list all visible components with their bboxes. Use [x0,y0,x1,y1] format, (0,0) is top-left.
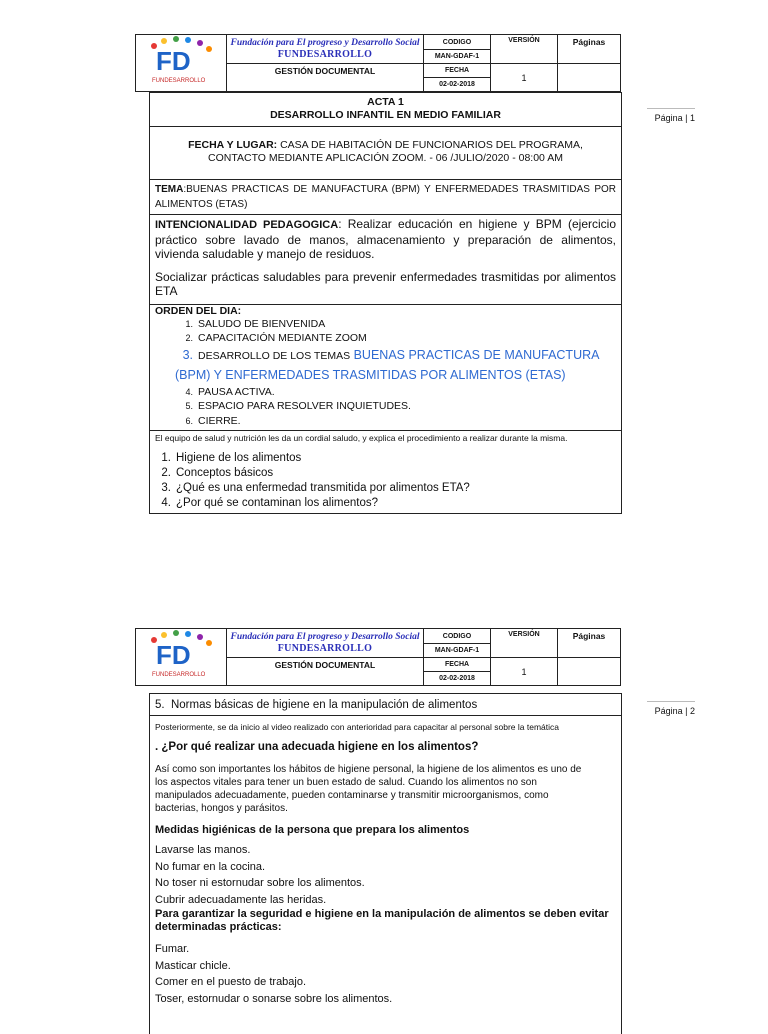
tema-text: :BUENAS PRACTICAS DE MANUFACTURA (BPM) Y ENFERMEDADES TRASMITIDAS POR ALIMENTOS (ETAS) [155,184,616,210]
list-item: No toser ni estornudar sobre los alimentos. [155,877,365,889]
codigo-value: MAN-GDAF-1 [424,644,491,658]
list-item: Fumar. [155,943,190,955]
list-item: No fumar en la cocina. [155,860,266,873]
fecha-lugar-row [150,127,621,180]
intencionalidad-label: INTENCIONALIDAD PEDAGOGICA [155,219,339,231]
topic5-text: Normas básicas de higiene en la manipulación de alimentos [170,699,478,711]
version-value: 1 [491,658,558,686]
list-item: 6. CIERRE. [185,414,241,427]
page2-number: Página | 2 [647,701,695,716]
question-heading: . ¿Por qué realizar una adecuada higiene en los alimentos? [155,741,479,753]
practicas-list [155,941,616,1007]
org-name-cell [227,629,424,658]
fundesarrollo-logo-icon [146,36,216,86]
codigo-label: CODIGO [424,629,491,644]
fecha-label: FECHA [424,64,491,78]
medidas-list [155,842,616,908]
fecha-label: FECHA [424,658,491,672]
paginas-label: Páginas [558,35,621,64]
fecha-lugar-label: FECHA Y LUGAR: [188,139,278,151]
list-item: Lavarse las manos. [155,844,251,856]
equipo-text: El equipo de salud y nutrición les da un cordial saludo, y explica el procedimiento a realizar durante la misma. [155,433,568,443]
list-item: 2. CAPACITACIÓN MEDIANTE ZOOM [185,332,367,344]
list-item: Masticar chicle. [155,959,231,972]
org-name: Fundación para El progreso y Desarrollo Social [230,632,420,642]
posteriormente-text: Posteriormente, se da inicio al video realizado con anterioridad para capacitar al personal sobre la temática [155,722,559,732]
svg-text:FUNDESARROLLO: FUNDESARROLLO [152,77,206,84]
org-name: Fundación para El progreso y Desarrollo Social [230,38,420,48]
tema-label: TEMA [155,184,184,195]
paragraph-text: Así como son importantes los hábitos de higiene personal, la higiene de los alimentos es uno de los aspectos vitales para tener un buen estado de salud. Cuando los alimentos no son manipulados adecuadamente, pueden contaminarse y transmitir microorganismos, como bacterias, hongos y parásitos. [155,764,582,814]
list-item: 3. DESARROLLO DE LOS TEMAS BUENAS PRACTICAS DE MANUFACTURA (BPM) Y ENFERMEDADES TRASMITIDAS POR ALIMENTOS (ETAS) [175,347,599,382]
acta-subtitle: DESARROLLO INFANTIL EN MEDIO FAMILIAR [270,109,501,121]
paginas-label: Páginas [558,629,621,658]
fecha-value: 02-02-2018 [424,672,491,686]
list-item: 4. PAUSA ACTIVA. [185,385,275,398]
page2-content-box [149,693,622,1034]
orden-row [150,305,621,432]
logo-cell [136,629,227,686]
intencionalidad-row [150,215,621,305]
fecha-lugar-text: CASA DE HABITACIÓN DE FUNCIONARIOS DEL PROGRAMA, CONTACTO MEDIANTE APLICACIÓN ZOOM. - 06 /JULIO/2020 - 08:00 AM [208,139,583,164]
orden-label: ORDEN DEL DIA: [155,304,242,317]
page1-number: Página | 1 [647,108,695,123]
gestion-documental: GESTIÓN DOCUMENTAL [227,658,424,686]
gestion-documental: GESTIÓN DOCUMENTAL [227,64,424,92]
version-label: VERSIÓN [491,629,558,658]
version-value: 1 [491,64,558,92]
list-item: 4. ¿Por qué se contaminan los alimentos? [161,497,378,509]
list-item: Cubrir adecuadamente las heridas. [155,893,327,906]
svg-text:FD: FD [156,639,191,670]
codigo-value: MAN-GDAF-1 [424,50,491,64]
page1-content-box [149,92,622,514]
tema-row [150,180,621,215]
svg-text:FUNDESARROLLO: FUNDESARROLLO [152,671,206,678]
medidas-title: Medidas higiénicas de la persona que prepara los alimentos [155,824,470,836]
svg-text:FD: FD [156,45,191,76]
topic5-row [150,694,621,716]
intencionalidad-text: : Realizar educación en higiene y BPM (ejercicio práctico sobre lavado de manos, almacenamiento y preparación de alimentos, vivienda saludable y manejo de residuos. [155,217,616,261]
list-item: 1. SALUDO DE BIENVENIDA [185,317,326,330]
codigo-label: CODIGO [424,35,491,50]
logo-cell [136,35,227,92]
version-label: VERSIÓN [491,35,558,64]
fundesarrollo-logo-icon [146,630,216,680]
list-item: Comer en el puesto de trabajo. [155,976,307,988]
orden-list [155,317,616,429]
topics-list [155,451,616,511]
topic5-number: 5. [155,699,165,711]
list-item: Toser, estornudar o sonarse sobre los alimentos. [155,992,393,1005]
acta-title: ACTA 1 [367,96,404,108]
list-item: 1. Higiene de los alimentos [161,452,302,464]
list-item: 2. Conceptos básicos [161,467,274,479]
list-item: 3. ¿Qué es una enfermedad transmitida por alimentos ETA? [161,482,470,494]
org-name-cell [227,35,424,64]
acta-title-row [150,93,621,127]
page2-header-table [135,628,621,686]
org-short-name: FUNDESARROLLO [277,49,373,60]
paginas-value [558,658,621,686]
equipo-row [150,431,621,513]
fecha-value: 02-02-2018 [424,78,491,92]
org-short-name: FUNDESARROLLO [277,643,373,654]
list-item: 5. ESPACIO PARA RESOLVER INQUIETUDES. [185,400,411,412]
page1-header-table [135,34,621,92]
garantizar-title: Para garantizar la seguridad e higiene en la manipulación de alimentos se deben evitar determinadas prácticas: [155,908,609,933]
paginas-value [558,64,621,92]
socializar-text: Socializar prácticas saludables para prevenir enfermedades trasmitidas por alimentos ETA [155,269,616,298]
